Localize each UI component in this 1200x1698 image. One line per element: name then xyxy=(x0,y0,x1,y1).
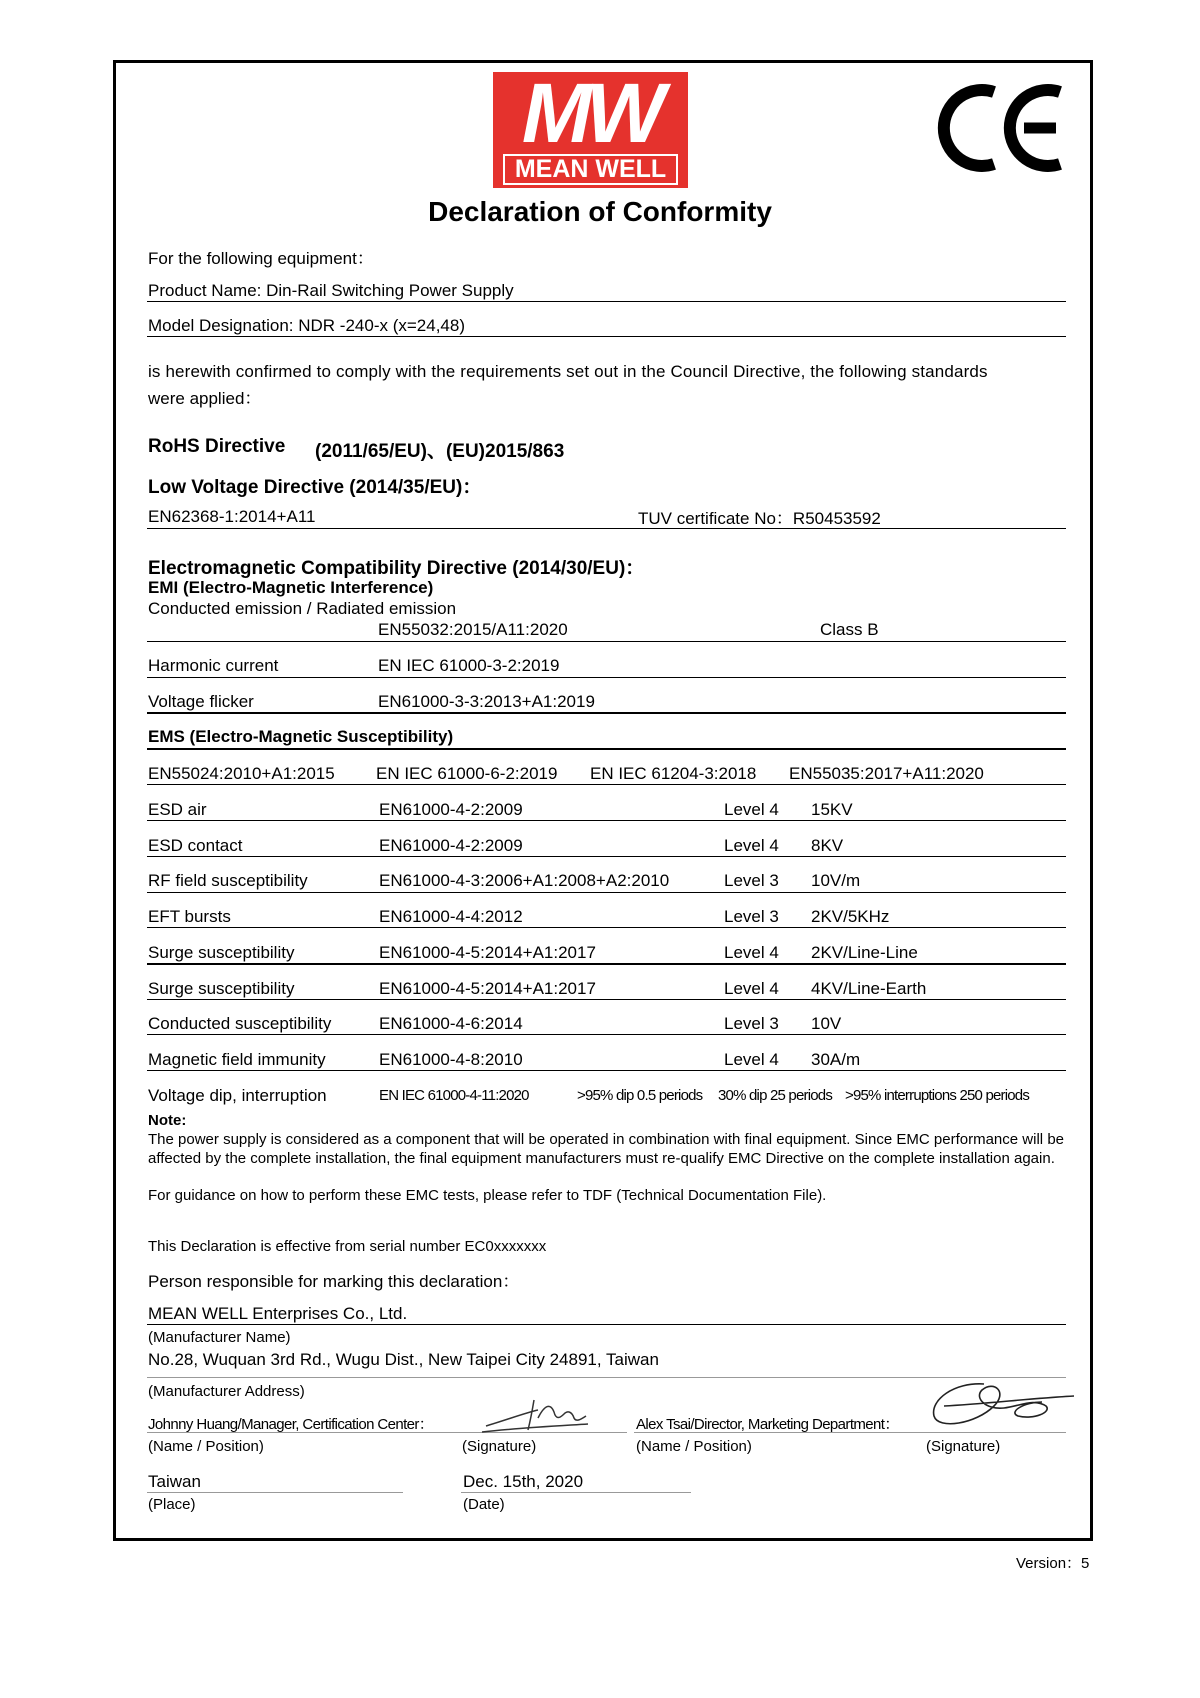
date-value: Dec. 15th, 2020 xyxy=(463,1472,584,1491)
test-level: Level 3 xyxy=(724,871,779,890)
divider xyxy=(147,856,1066,857)
test-label: EFT bursts xyxy=(148,907,231,926)
emc-heading: Electromagnetic Compatibility Directive (2014/30/EU)： xyxy=(148,558,645,579)
test-label: Conducted susceptibility xyxy=(148,1014,332,1033)
effective-serial: This Declaration is effective from serial number EC0xxxxxxx xyxy=(148,1238,547,1255)
voltage-dip-standard: EN IEC 61000-4-11:2020 xyxy=(379,1087,529,1104)
note-heading: Note: xyxy=(148,1112,187,1129)
test-standard: EN61000-4-5:2014+A1:2017 xyxy=(379,943,596,962)
model-designation: Model Designation: NDR -240-x (x=24,48) xyxy=(148,316,466,335)
test-standard: EN61000-4-8:2010 xyxy=(379,1050,523,1069)
rohs-value: (2011/65/EU)、(EU)2015/863 xyxy=(315,441,565,462)
divider xyxy=(147,1034,1066,1035)
test-level: Level 4 xyxy=(724,1050,779,1069)
test-value: 30A/m xyxy=(811,1050,861,1069)
divider xyxy=(147,1492,403,1493)
divider xyxy=(147,927,1066,928)
compliance-text: is herewith confirmed to comply with the requirements set out in the Council Directive, the following standards xyxy=(148,362,988,381)
voltage-dip-detail: >95% interruptions 250 periods xyxy=(845,1087,1030,1104)
ems-standard: EN55024:2010+A1:2015 xyxy=(148,764,335,783)
test-level: Level 4 xyxy=(724,800,779,819)
ems-standard: EN IEC 61000-6-2:2019 xyxy=(376,764,558,783)
signature-caption: (Signature) xyxy=(462,1438,537,1455)
emission-class: Class B xyxy=(820,620,879,639)
signer-position-caption: (Name / Position) xyxy=(148,1438,264,1455)
test-value: 2KV/5KHz xyxy=(811,907,890,926)
test-label: Surge susceptibility xyxy=(148,943,295,962)
ems-standard: EN55035:2017+A11:2020 xyxy=(789,764,984,783)
test-level: Level 3 xyxy=(724,907,779,926)
lvd-standard: EN62368-1:2014+A11 xyxy=(148,507,316,526)
rohs-label: RoHS Directive xyxy=(148,436,286,457)
divider xyxy=(147,1070,1066,1071)
voltage-dip-label: Voltage dip, interruption xyxy=(148,1086,327,1105)
test-label: ESD air xyxy=(148,800,207,819)
lvd-heading: Low Voltage Directive (2014/35/EU)： xyxy=(148,477,482,498)
test-standard: EN61000-4-5:2014+A1:2017 xyxy=(379,979,596,998)
emi-heading: EMI (Electro-Magnetic Interference) xyxy=(148,578,434,597)
logo-letters: MW xyxy=(521,66,660,160)
manufacturer-name: MEAN WELL Enterprises Co., Ltd. xyxy=(148,1304,408,1323)
test-standard: EN61000-4-6:2014 xyxy=(379,1014,523,1033)
emission-standard: EN55032:2015/A11:2020 xyxy=(378,620,568,639)
harmonic-standard: EN IEC 61000-3-2:2019 xyxy=(378,656,560,675)
ems-standard: EN IEC 61204-3:2018 xyxy=(590,764,757,783)
signer-name: Alex Tsai/Director, Marketing Department： xyxy=(636,1416,899,1433)
responsible-text: Person responsible for marking this declaration： xyxy=(148,1272,520,1291)
test-standard: EN61000-4-2:2009 xyxy=(379,836,523,855)
flicker-label: Voltage flicker xyxy=(148,692,254,711)
test-label: ESD contact xyxy=(148,836,243,855)
compliance-text-2: were applied： xyxy=(148,389,262,408)
test-label: Magnetic field immunity xyxy=(148,1050,326,1069)
test-standard: EN61000-4-2:2009 xyxy=(379,800,523,819)
divider xyxy=(147,528,1066,529)
lvd-certificate: TUV certificate No：R50453592 xyxy=(638,509,881,528)
divider xyxy=(147,1324,1066,1325)
note-guidance: For guidance on how to perform these EMC tests, please refer to TDF (Technical Documentation File). xyxy=(148,1187,827,1204)
divider xyxy=(147,677,1066,678)
ems-heading: EMS (Electro-Magnetic Susceptibility) xyxy=(148,727,454,746)
manufacturer-address-caption: (Manufacturer Address) xyxy=(148,1383,305,1400)
test-value: 15KV xyxy=(811,800,853,819)
test-level: Level 4 xyxy=(724,836,779,855)
test-value: 8KV xyxy=(811,836,844,855)
mean-well-logo xyxy=(493,66,688,188)
page-title: Declaration of Conformity xyxy=(428,196,772,227)
test-level: Level 4 xyxy=(724,979,779,998)
divider xyxy=(147,336,1066,337)
test-label: RF field susceptibility xyxy=(148,871,308,890)
divider xyxy=(147,892,1066,893)
note-text: The power supply is considered as a component that will be operated in combination with final equipment. Since EMC performance will be affected by the complete installation, the final equipment manufacturers must re-qualify EMC Directive on the complete installation again. xyxy=(148,1131,1064,1167)
place-value: Taiwan xyxy=(148,1472,201,1491)
emission-label: Conducted emission / Radiated emission xyxy=(148,599,457,618)
place-caption: (Place) xyxy=(148,1496,196,1513)
voltage-dip-detail: 30% dip 25 periods xyxy=(718,1087,833,1104)
signer-name: Johnny Huang/Manager, Certification Center： xyxy=(148,1416,434,1433)
product-name: Product Name: Din-Rail Switching Power Supply xyxy=(148,281,514,300)
divider xyxy=(147,784,1066,785)
divider xyxy=(147,748,1066,750)
version-label: Version：5 xyxy=(1016,1555,1090,1572)
test-standard: EN61000-4-3:2006+A1:2008+A2:2010 xyxy=(379,871,670,890)
test-value: 10V xyxy=(811,1014,842,1033)
divider xyxy=(147,963,1066,965)
intro-text: For the following equipment： xyxy=(148,249,374,268)
divider xyxy=(147,301,1066,302)
manufacturer-name-caption: (Manufacturer Name) xyxy=(148,1329,291,1346)
signature-caption: (Signature) xyxy=(926,1438,1001,1455)
harmonic-label: Harmonic current xyxy=(148,656,279,675)
test-value: 10V/m xyxy=(811,871,861,890)
signer-position-caption: (Name / Position) xyxy=(636,1438,752,1455)
ce-mark-icon xyxy=(936,78,1066,178)
divider xyxy=(461,1492,691,1493)
test-value: 2KV/Line-Line xyxy=(811,943,918,962)
signature-icon xyxy=(476,1390,626,1438)
divider xyxy=(147,641,1066,642)
date-caption: (Date) xyxy=(463,1496,505,1513)
divider xyxy=(147,820,1066,821)
test-level: Level 3 xyxy=(724,1014,779,1033)
manufacturer-address: No.28, Wuquan 3rd Rd., Wugu Dist., New Taipei City 24891, Taiwan xyxy=(148,1350,659,1369)
test-standard: EN61000-4-4:2012 xyxy=(379,907,523,926)
flicker-standard: EN61000-3-3:2013+A1:2019 xyxy=(378,692,595,711)
divider xyxy=(147,712,1066,714)
logo-name: MEAN WELL xyxy=(503,154,678,185)
voltage-dip-detail: >95% dip 0.5 periods xyxy=(577,1087,703,1104)
signature-icon xyxy=(924,1376,1076,1436)
test-value: 4KV/Line-Earth xyxy=(811,979,927,998)
test-level: Level 4 xyxy=(724,943,779,962)
divider xyxy=(147,999,1066,1000)
test-label: Surge susceptibility xyxy=(148,979,295,998)
